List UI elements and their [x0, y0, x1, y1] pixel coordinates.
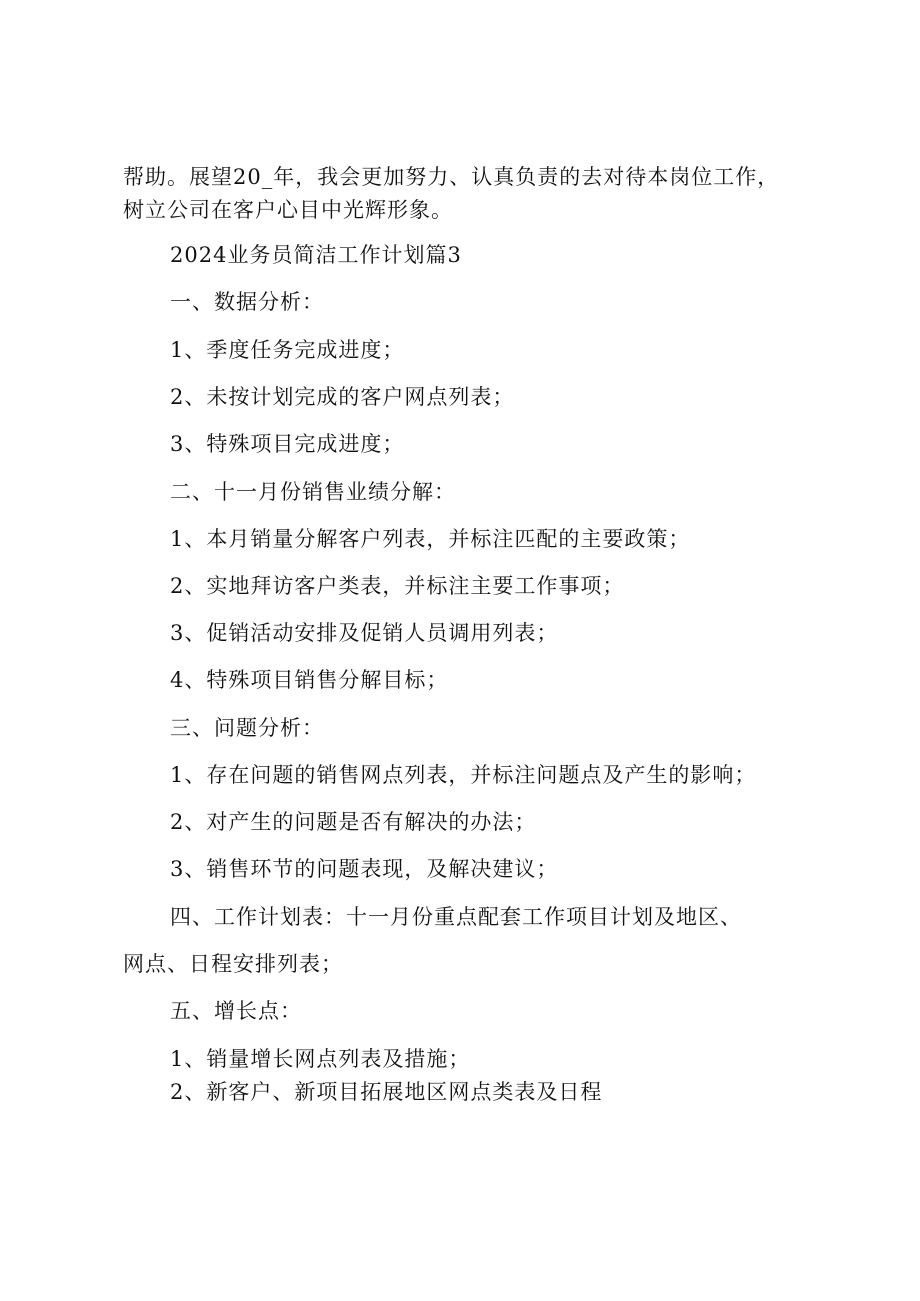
section-2-item-3: 3、促销活动安排及促销人员调用列表； [170, 621, 559, 645]
section-2-title: 二、十一月份销售业绩分解： [170, 480, 456, 504]
section-1-title: 一、数据分析： [170, 290, 324, 314]
section-2-item-1: 1、本月销量分解客户列表，并标注匹配的主要政策； [170, 527, 691, 551]
section-1-item-2: 2、未按计划完成的客户网点列表； [170, 385, 515, 409]
section-1-item-1: 1、季度任务完成进度； [170, 338, 405, 362]
section-1-item-3: 3、特殊项目完成进度； [170, 432, 405, 456]
section-4-title-line-2: 网点、日程安排列表； [123, 952, 343, 976]
section-4-title-line-1: 四、工作计划表：十一月份重点配套工作项目计划及地区、 [170, 905, 742, 929]
section-3-item-2: 2、对产生的问题是否有解决的办法； [170, 810, 537, 834]
section-2-item-2: 2、实地拜访客户类表，并标注主要工作事项； [170, 574, 625, 598]
intro-line-1: 帮助。展望20_年，我会更加努力、认真负责的去对待本岗位工作， [123, 165, 780, 189]
section-3-item-3: 3、销售环节的问题表现，及解决建议； [170, 857, 559, 881]
section-2-item-4: 4、特殊项目销售分解目标； [170, 668, 449, 692]
section-3-item-1: 1、存在问题的销售网点列表，并标注问题点及产生的影响； [170, 763, 757, 787]
section-5-item-1: 1、销量增长网点列表及措施； [170, 1047, 471, 1071]
section-5-title: 五、增长点： [170, 999, 302, 1023]
section-5-item-2: 2、新客户、新项目拓展地区网点类表及日程 [170, 1080, 603, 1104]
section-3-title: 三、问题分析： [170, 716, 324, 740]
intro-line-2: 树立公司在客户心目中光辉形象。 [123, 198, 453, 222]
document-heading: 2024业务员简洁工作计划篇3 [170, 243, 462, 267]
